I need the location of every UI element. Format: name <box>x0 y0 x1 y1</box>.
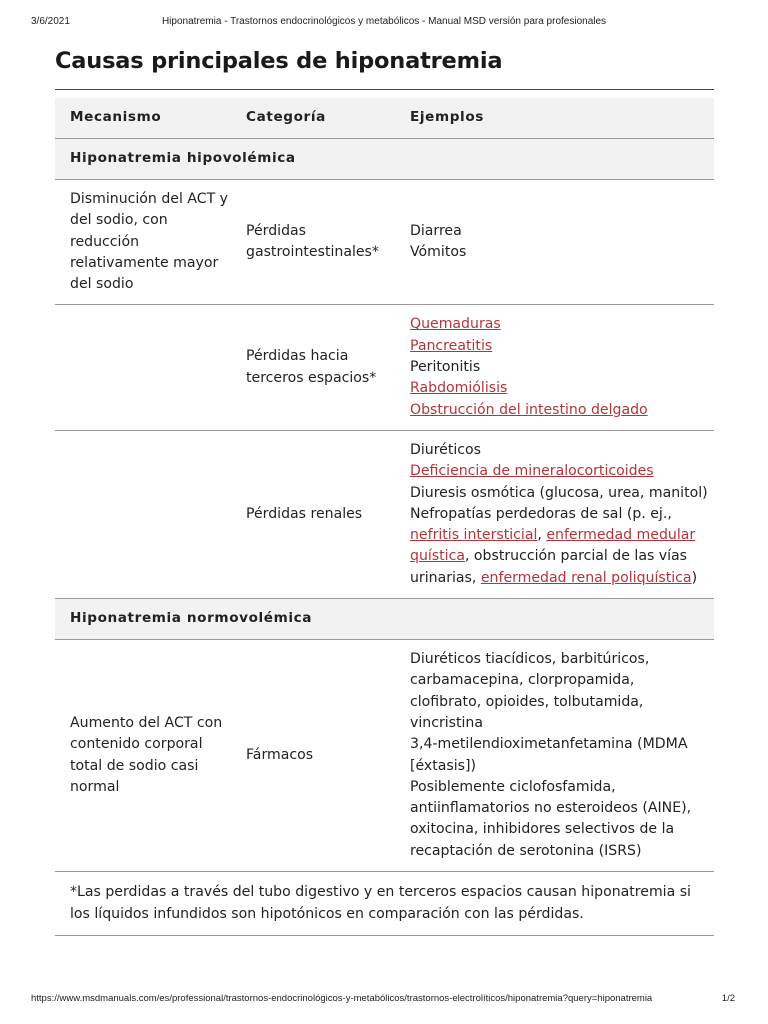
header-mechanism: Mecanismo <box>55 98 243 139</box>
title-divider <box>55 89 714 90</box>
link-quemaduras[interactable]: Quemaduras <box>410 316 501 333</box>
example-item: 3,4-metilendioximetanfetamina (MDMA [éxtasis]) <box>410 736 688 774</box>
obstruccion-text: , obstrucción parcial de las vías urinarias, <box>410 548 688 586</box>
example-item: Diuréticos tiacídicos, barbitúricos, carbamacepina, clorpropamida, clofibrato, opioides, tolbutamida, vincristina <box>410 651 650 731</box>
link-rabdomiolisis[interactable]: Rabdomiólisis <box>410 380 508 397</box>
link-enfermedad-medular-quistica[interactable]: enfermedad medular quística <box>410 527 696 565</box>
link-enfermedad-renal-poliquistica[interactable]: enfermedad renal poliquística <box>480 569 692 586</box>
link-pancreatitis[interactable]: Pancreatitis <box>410 337 493 354</box>
category-cell: Pérdidas renales <box>243 430 407 598</box>
link-nefritis-intersticial[interactable]: nefritis intersticial <box>410 527 538 544</box>
nefropatias-text: Nefropatías perdedoras de sal (p. ej., <box>410 505 672 522</box>
print-url: https://www.msdmanuals.com/es/professional/trastornos-endocrinológicos-y-metabólicos/trastornos-electrolíticos/hiponatremia?query=hiponatremia <box>31 993 653 1004</box>
table-row <box>55 180 714 305</box>
section-row <box>55 139 714 180</box>
example-item: Posiblemente ciclofosfamida, antiinflamatorios no esteroideos (AINE), oxitocina, inhibidores selectivos de la recaptación de serotonina (ISRS) <box>410 778 692 859</box>
closing-paren: ) <box>691 569 698 586</box>
link-deficiencia-mineralocorticoides[interactable]: Deficiencia de mineralocorticoides <box>410 463 654 480</box>
category-cell: Pérdidas gastrointestinales* <box>243 180 407 305</box>
section-normovolemica: Hiponatremia normovolémica <box>55 599 714 640</box>
examples-cell <box>407 640 714 872</box>
category-cell: Pérdidas hacia terceros espacios* <box>243 305 407 430</box>
mechanism-cell: Aumento del ACT con contenido corporal total de sodio casi normal <box>55 640 243 872</box>
print-footer <box>0 993 768 1007</box>
section-row <box>55 599 714 640</box>
table-row <box>55 430 714 598</box>
mechanism-cell <box>55 305 243 430</box>
separator-text: , <box>537 527 547 544</box>
example-item: Vómitos <box>410 244 467 261</box>
examples-cell <box>407 430 714 598</box>
table-footnote: *Las perdidas a través del tubo digestivo y en terceros espacios causan hiponatremia si los líquidos infundidos son hipotónicos en comparación con las pérdidas. <box>55 872 714 936</box>
footnote-row <box>55 872 714 936</box>
causes-table <box>55 98 714 936</box>
example-item: Diuréticos <box>410 441 482 458</box>
examples-cell <box>407 305 714 430</box>
example-item-nefropatias <box>410 504 708 589</box>
print-header <box>0 16 768 32</box>
example-item: Diuresis osmótica (glucosa, urea, manitol) <box>410 484 708 501</box>
section-hipovolemica: Hiponatremia hipovolémica <box>55 139 714 180</box>
page-title: Causas principales de hiponatremia <box>55 48 503 74</box>
header-examples: Ejemplos <box>407 98 714 139</box>
example-item: Peritonitis <box>410 359 481 376</box>
header-category: Categoría <box>243 98 407 139</box>
page-number: 1/2 <box>721 993 735 1004</box>
mechanism-cell: Disminución del ACT y del sodio, con reducción relativamente mayor del sodio <box>55 180 243 305</box>
table-header-row <box>55 98 714 139</box>
print-date: 3/6/2021 <box>31 16 70 27</box>
link-obstruccion-intestino[interactable]: Obstrucción del intestino delgado <box>410 401 648 418</box>
print-doc-title: Hiponatremia - Trastornos endocrinológicos y metabólicos - Manual MSD versión para profesionales <box>161 16 607 27</box>
table-row <box>55 305 714 430</box>
table-row <box>55 640 714 872</box>
examples-cell <box>407 180 714 305</box>
mechanism-cell <box>55 430 243 598</box>
category-cell: Fármacos <box>243 640 407 872</box>
example-item: Diarrea <box>410 222 462 239</box>
